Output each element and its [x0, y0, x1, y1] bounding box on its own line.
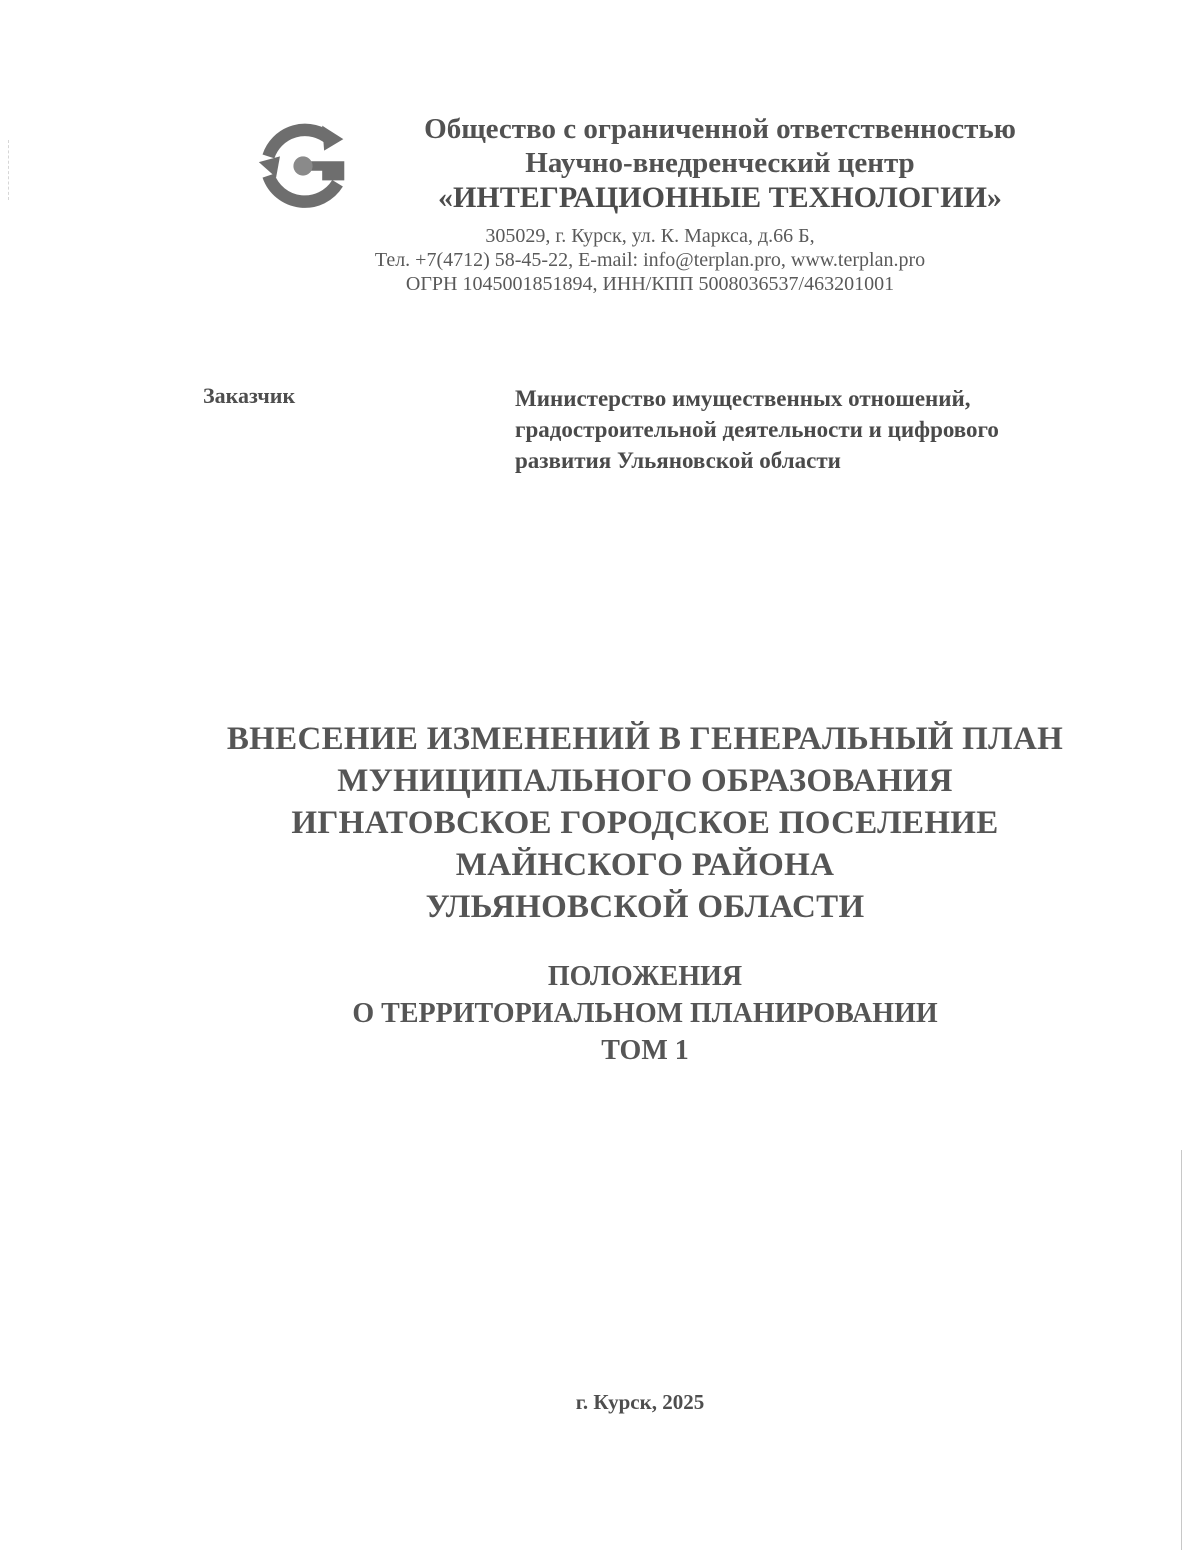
- company-address: 305029, г. Курск, ул. К. Маркса, д.66 Б,: [485, 225, 815, 247]
- customer-name-line: Министерство имущественных отношений,: [515, 386, 971, 411]
- place-and-year: г. Курск, 2025: [575, 1390, 705, 1414]
- document-subtitle: [150, 958, 1140, 1069]
- company-contacts: [250, 224, 1050, 296]
- document-title: [150, 718, 1140, 928]
- customer-name: [515, 383, 1135, 476]
- volume-number: ТОМ 1: [601, 1035, 689, 1066]
- company-name-block: [330, 112, 1110, 216]
- title-line: УЛЬЯНОВСКОЙ ОБЛАСТИ: [425, 889, 865, 925]
- scan-edge-line: [1181, 1150, 1182, 1550]
- company-phone-email: Тел. +7(4712) 58-45-22, E-mail: info@terplan.pro, www.terplan.pro: [374, 249, 926, 271]
- subtitle-line: ПОЛОЖЕНИЯ: [547, 961, 743, 992]
- customer-label: Заказчик: [203, 383, 296, 408]
- company-type: Научно-внедренческий центр: [525, 147, 915, 179]
- title-line: ВНЕСЕНИЕ ИЗМЕНЕНИЙ В ГЕНЕРАЛЬНЫЙ ПЛАН: [226, 721, 1064, 757]
- customer-name-line: градостроительной деятельности и цифрового: [515, 417, 999, 442]
- company-legal-form: Общество с ограниченной ответственностью: [424, 113, 1016, 145]
- title-line: МАЙНСКОГО РАЙОНА: [455, 847, 835, 883]
- company-registration: ОГРН 1045001851894, ИНН/КПП 5008036537/463201001: [405, 273, 895, 295]
- scan-edge-marks: [8, 140, 11, 200]
- subtitle-line: О ТЕРРИТОРИАЛЬНОМ ПЛАНИРОВАНИИ: [352, 998, 938, 1029]
- title-line: ИГНАТОВСКОЕ ГОРОДСКОЕ ПОСЕЛЕНИЕ: [291, 805, 999, 841]
- customer-name-line: развития Ульяновской области: [515, 448, 841, 473]
- title-line: МУНИЦИПАЛЬНОГО ОБРАЗОВАНИЯ: [337, 763, 953, 799]
- company-name: «ИНТЕГРАЦИОННЫЕ ТЕХНОЛОГИИ»: [438, 181, 1002, 214]
